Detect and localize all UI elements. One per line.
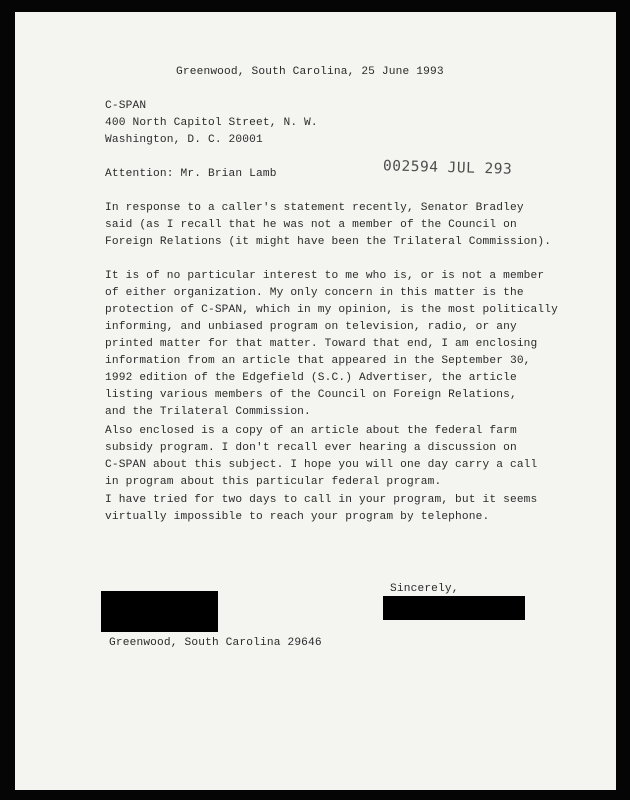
recipient-city: Washington, D. C. 20001 bbox=[105, 134, 263, 146]
paragraph-1: In response to a caller's statement recently, Senator Bradley said (as I recall that he was not a member of the Council on Foreign Relations (it might have been the Trilateral Commission). bbox=[105, 202, 552, 248]
dateline: Greenwood, South Carolina, 25 June 1993 bbox=[176, 66, 444, 78]
signature-redaction bbox=[383, 596, 525, 620]
received-stamp: 002594 JUL 293 bbox=[382, 158, 513, 178]
sender-name-redaction bbox=[101, 591, 218, 632]
letter-page bbox=[15, 12, 616, 790]
paragraph-4: I have tried for two days to call in your program, but it seems virtually impossible to reach your program by telephone. bbox=[105, 494, 538, 523]
paragraph-2: It is of no particular interest to me who is, or is not a member of either organization. My only concern in this matter is the protection of C-SPAN, which in my opinion, is the most politically informing, and unbiased program on television, radio, or any printed matter for that matter. Toward that end, I am enclosing information from an article that appeared in the September 30, 1992 edition of the Edgefield (S.C.) Advertiser, the article listing various members of the Council on Foreign Relations, and the Trilateral Commission. bbox=[105, 270, 558, 418]
closing: Sincerely, bbox=[390, 583, 459, 595]
attention-line: Attention: Mr. Brian Lamb bbox=[105, 168, 277, 180]
recipient-street: 400 North Capitol Street, N. W. bbox=[105, 117, 318, 129]
recipient-name: C-SPAN bbox=[105, 100, 147, 112]
paragraph-3: Also enclosed is a copy of an article about the federal farm subsidy program. I don't recall ever hearing a discussion on C-SPAN about this subject. I hope you will one day carry a call in program about this particular federal program. bbox=[105, 425, 538, 488]
sender-city: Greenwood, South Carolina 29646 bbox=[109, 637, 322, 649]
